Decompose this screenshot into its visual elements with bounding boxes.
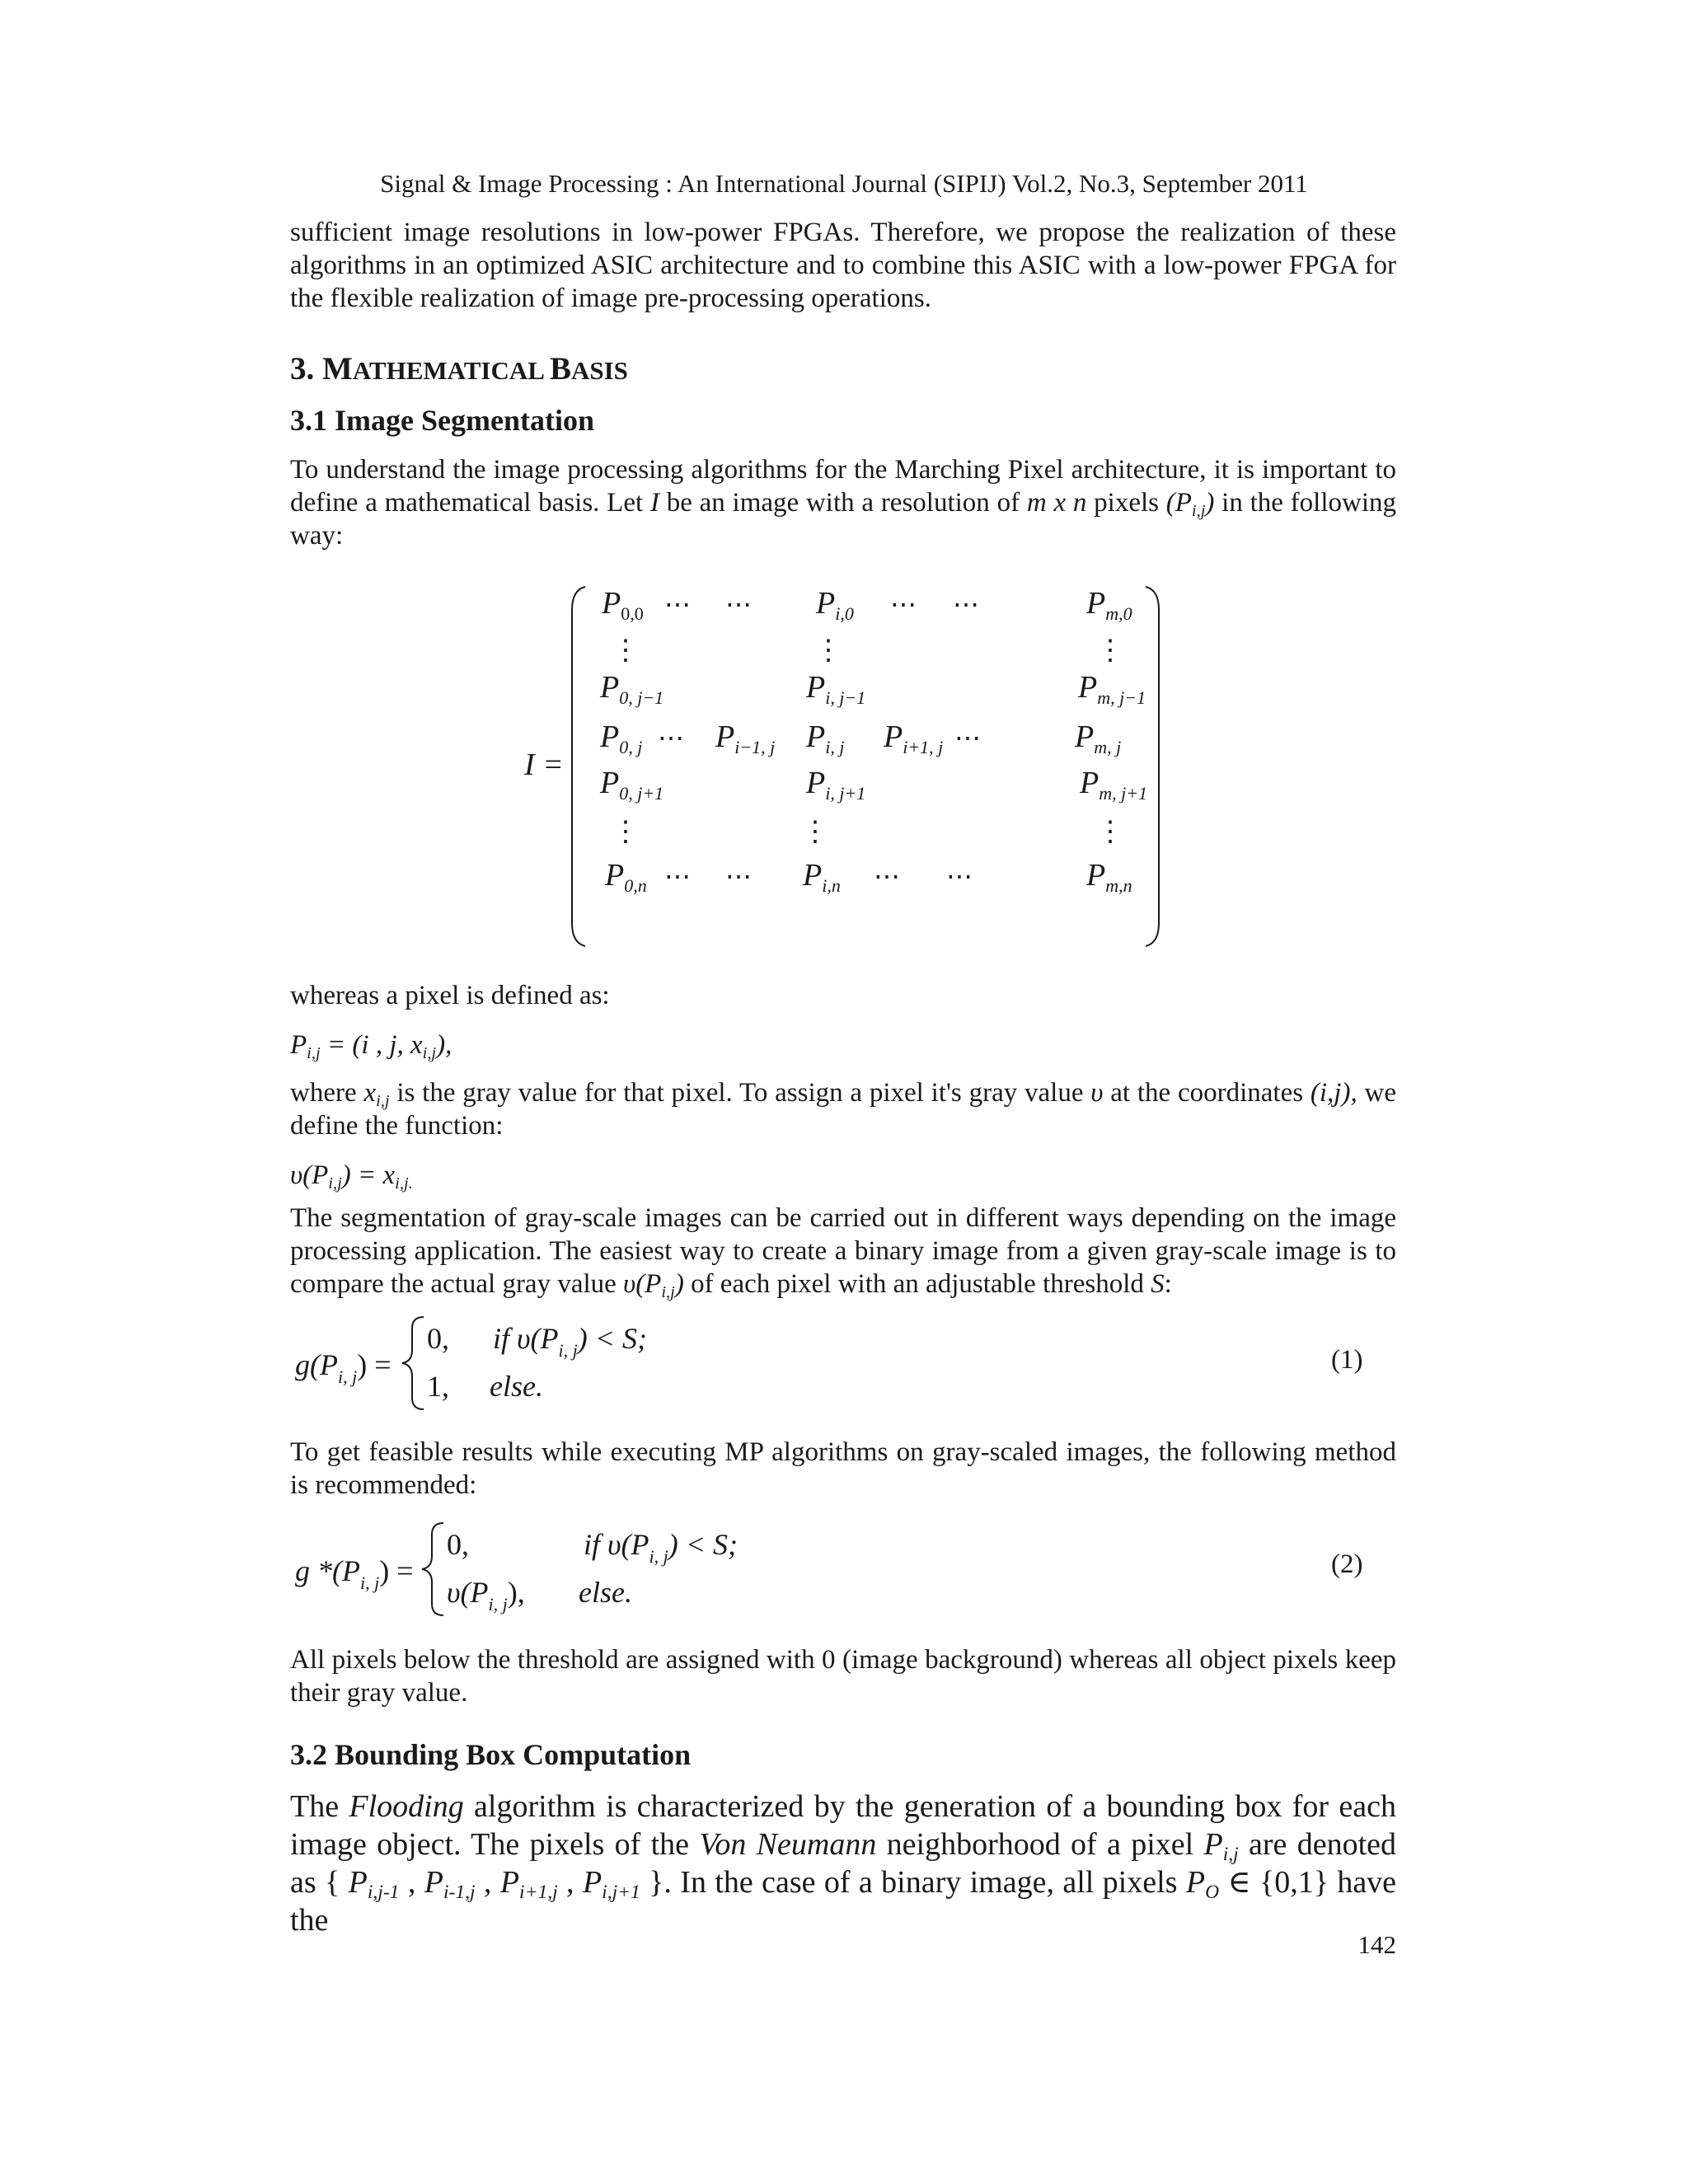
matrix-row-3: P0, j−1 Pi, j−1 Pm, j−1 xyxy=(600,670,1146,708)
segmentation-paragraph: The segmentation of gray-scale images can be carried out in different ways depending on the image processing application. The easiest way to create a binary image from a given gray-scale image is to compare the actual gray value $\upsilon(P_{i,j})$ of each pixel with an adjustable threshold S: xyxy=(290,1203,1396,1302)
equation-1 xyxy=(290,1310,867,1418)
section-initial-b: B xyxy=(549,351,571,387)
matrix-row-5: P0, j+1 Pi, j+1 Pm, j+1 xyxy=(600,766,1148,804)
gray-value-paragraph: where $x_{i,j}$ is the gray value for that pixel. To assign a pixel it's gray value υ at the coordinates (i,j), we define the function: xyxy=(290,1078,1396,1141)
recommended-method-paragraph: To get feasible results while executing MP algorithms on gray-scaled images, the following method is recommended: xyxy=(290,1437,1396,1500)
eq1-brace xyxy=(402,1317,424,1409)
intro-paragraph: sufficient image resolutions in low-power FPGAs. Therefore, we propose the realization of these algorithms in an optimized ASIC architecture and to combine this ASIC with a low-power FPGA for the flexible realization of image pre-processing operations. xyxy=(290,218,1396,313)
eq2-brace xyxy=(422,1523,443,1615)
equation-1-number: (1) xyxy=(1331,1345,1363,1375)
section-rest-1: ATHEMATICAL xyxy=(352,356,550,385)
eq1-case-1-condition: if υ(Pi, j) < S; xyxy=(493,1322,648,1361)
image-matrix-equation xyxy=(495,577,1170,956)
paragraph-image-definition: To understand the image processing algorithms for the Marching Pixel architecture, it is important to define a mathematical basis. Let I be an image with a resolution of m x n pixels $(P_{i,j})$ in the following way: xyxy=(290,455,1397,551)
eq2-case-2-value: υ(Pi, j), xyxy=(447,1576,525,1615)
matrix-vdots-row-6: ⋮ ⋮ ⋮ xyxy=(612,817,1124,847)
threshold-result-paragraph: All pixels below the threshold are assigned with 0 (image background) whereas all object pixels keep their gray value. xyxy=(290,1645,1396,1708)
eq2-case-2-condition: else. xyxy=(579,1576,632,1609)
matrix-row-7: P0,n ⋯ ⋯ Pi,n ⋯ ⋯ Pm,n xyxy=(605,858,1132,896)
matrix-lhs: I = xyxy=(524,748,564,782)
whereas-text: whereas a pixel is defined as: xyxy=(290,981,610,1010)
pixel-definition: $P_{i,j} = (i$ , j, $x_{i,j}$), xyxy=(290,1030,452,1063)
matrix-right-bracket xyxy=(1146,587,1159,946)
gray-value-function: $\upsilon(P_{i,j}) = x_{i,j.}$ xyxy=(290,1160,413,1193)
section-number: 3. xyxy=(290,351,322,387)
equation-2-number: (2) xyxy=(1331,1549,1363,1579)
running-header: Signal & Image Processing : An International Journal (SIPIJ) Vol.2, No.3, September 2011 xyxy=(380,169,1308,198)
eq2-case-1-condition: if υ(Pi, j) < S; xyxy=(584,1528,738,1567)
section-rest-2: ASIS xyxy=(570,356,628,385)
matrix-row-1: P0,0 ⋯ ⋯ Pi,0 ⋯ ⋯ Pm,0 xyxy=(602,586,1132,624)
eq2-lhs: g *(Pi, j) = xyxy=(295,1554,414,1593)
eq2-case-1-value: 0, xyxy=(447,1528,469,1561)
eq1-case-2-condition: else. xyxy=(490,1370,543,1403)
eq1-case-2-value: 1, xyxy=(427,1370,449,1403)
eq1-lhs: g(Pi, j) = xyxy=(295,1348,392,1387)
matrix-row-4: P0, j ⋯ Pi−1, j Pi, j Pi+1, j ⋯ Pm, j xyxy=(600,719,1122,757)
flooding-paragraph: The Flooding algorithm is characterized by the generation of a bounding box for each image object. The pixels of the Von Neumann neighborhood of a pixel $P_{i,j}$ are denoted as { $P_{i,j-1}$ , $P_{i-1,j}$ , $P_{i+1,j}$ , $P_{i,j+1}$ }. In the case of a binary image, all pixels $P_O$ ∈ {0,1} have the xyxy=(290,1789,1397,1938)
subsection-heading-3-1: 3.1 Image Segmentation xyxy=(290,404,594,437)
section-initial-m: M xyxy=(322,351,353,387)
section-heading xyxy=(290,350,628,387)
matrix-vdots-row-2: ⋮ ⋮ ⋮ xyxy=(612,635,1124,666)
page-number: 142 xyxy=(1357,1930,1396,1959)
matrix-left-bracket xyxy=(572,587,585,946)
subsection-heading-3-2: 3.2 Bounding Box Computation xyxy=(290,1738,692,1771)
eq1-case-1-value: 0, xyxy=(427,1322,449,1355)
equation-2 xyxy=(290,1516,917,1624)
